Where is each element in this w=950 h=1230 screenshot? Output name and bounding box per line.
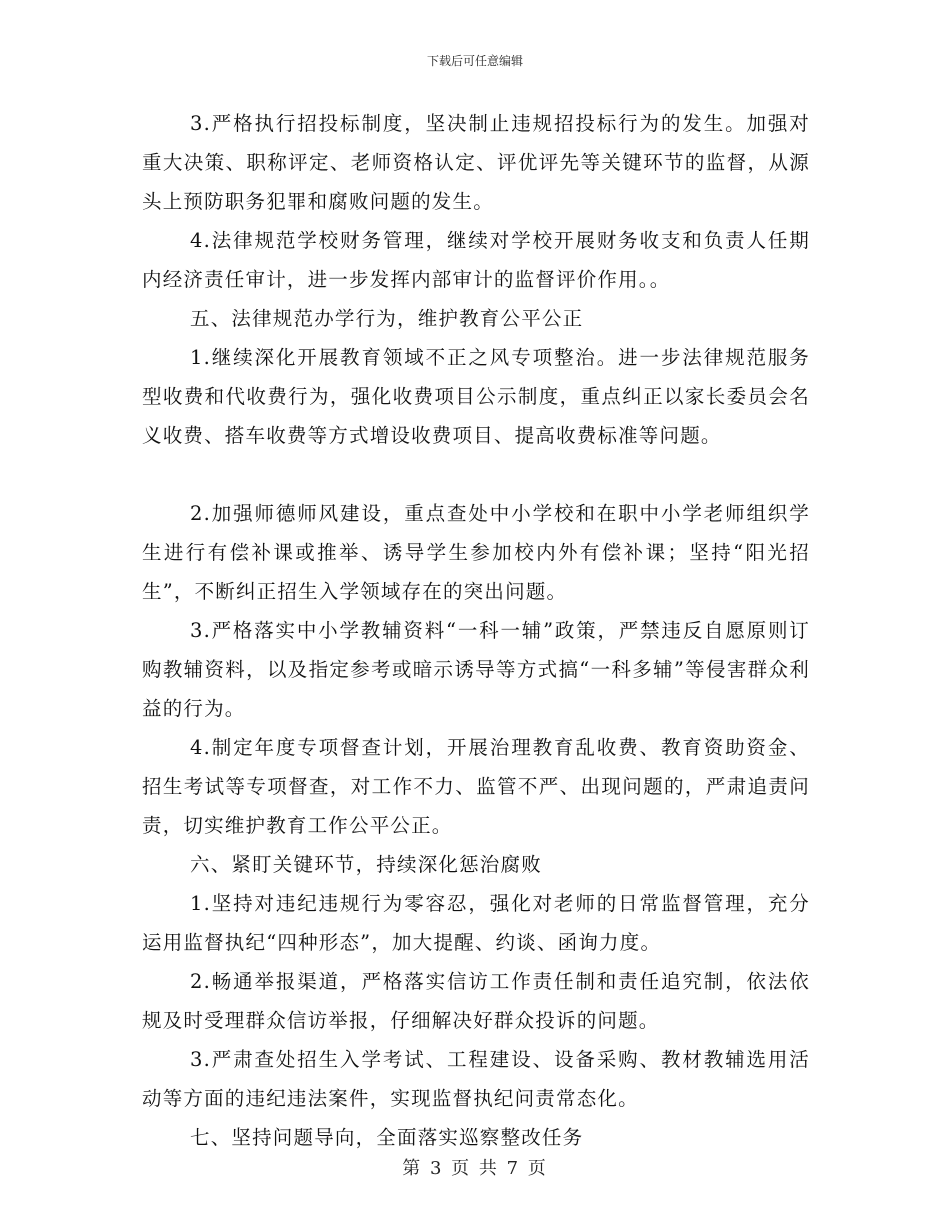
- paragraph-item-1-zero-tolerance: 1.坚持对违纪违规行为零容忍，强化对老师的日常监督管理，充分运用监督执纪“四种形态”，加大提醒、约谈、函询力度。: [142, 892, 810, 954]
- paragraph-item-2-ethics: 2.加强师德师风建设，重点查处中小学校和在职中小学老师组织学生进行有偿补课或推举、诱导学生参加校内外有偿补课；坚持“阳光招生”，不断纠正招生入学领域存在的突出问题。: [142, 502, 810, 603]
- section-heading-5: 五、法律规范办学行为，维护教育公平公正: [190, 307, 584, 330]
- paragraph-item-1-fees: 1.继续深化开展教育领域不正之风专项整治。进一步法律规范服务型收费和代收费行为，强化收费项目公示制度，重点纠正以家长委员会名义收费、搭车收费等方式增设收费项目、提高收费标准等问题。: [142, 346, 810, 447]
- document-body: [142, 104, 810, 1157]
- paragraph-item-4-inspection: 4.制定年度专项督查计划，开展治理教育乱收费、教育资助资金、招生考试等专项督查，对工作不力、监管不严、出现问题的，严肃追责问责，切实维护教育工作公平公正。: [142, 736, 810, 837]
- section-heading-7: 七、坚持问题导向，全面落实巡察整改任务: [190, 1126, 584, 1149]
- paragraph-item-3-bidding: 3.严格执行招投标制度，坚决制止违规招投标行为的发生。加强对重大决策、职称评定、老师资格认定、评优评先等关键环节的监督，从源头上预防职务犯罪和腐败问题的发生。: [142, 112, 810, 213]
- page-number: 第 3 页 共 7 页: [402, 1158, 548, 1179]
- paragraph-item-3-investigation: 3.严肃查处招生入学考试、工程建设、设备采购、教材教辅选用活动等方面的违纪违法案件，实现监督执纪问责常态化。: [142, 1048, 810, 1110]
- paragraph-item-3-materials: 3.严格落实中小学教辅资料“一科一辅”政策，严禁违反自愿原则订购教辅资料，以及指定参考或暗示诱导等方式搞“一科多辅”等侵害群众利益的行为。: [142, 619, 810, 720]
- paragraph-item-2-reporting: 2.畅通举报渠道，严格落实信访工作责任制和责任追究制，依法依规及时受理群众信访举报，仔细解决好群众投诉的问题。: [142, 970, 810, 1032]
- blank-line: [142, 455, 810, 494]
- section-heading-6: 六、紧盯关键环节，持续深化惩治腐败: [190, 853, 542, 876]
- paragraph-item-4-finance: 4.法律规范学校财务管理，继续对学校开展财务收支和负责人任期内经济责任审计，进一步发挥内部审计的监督评价作用。。: [142, 229, 810, 291]
- page-header: 下载后可任意编辑: [426, 54, 523, 68]
